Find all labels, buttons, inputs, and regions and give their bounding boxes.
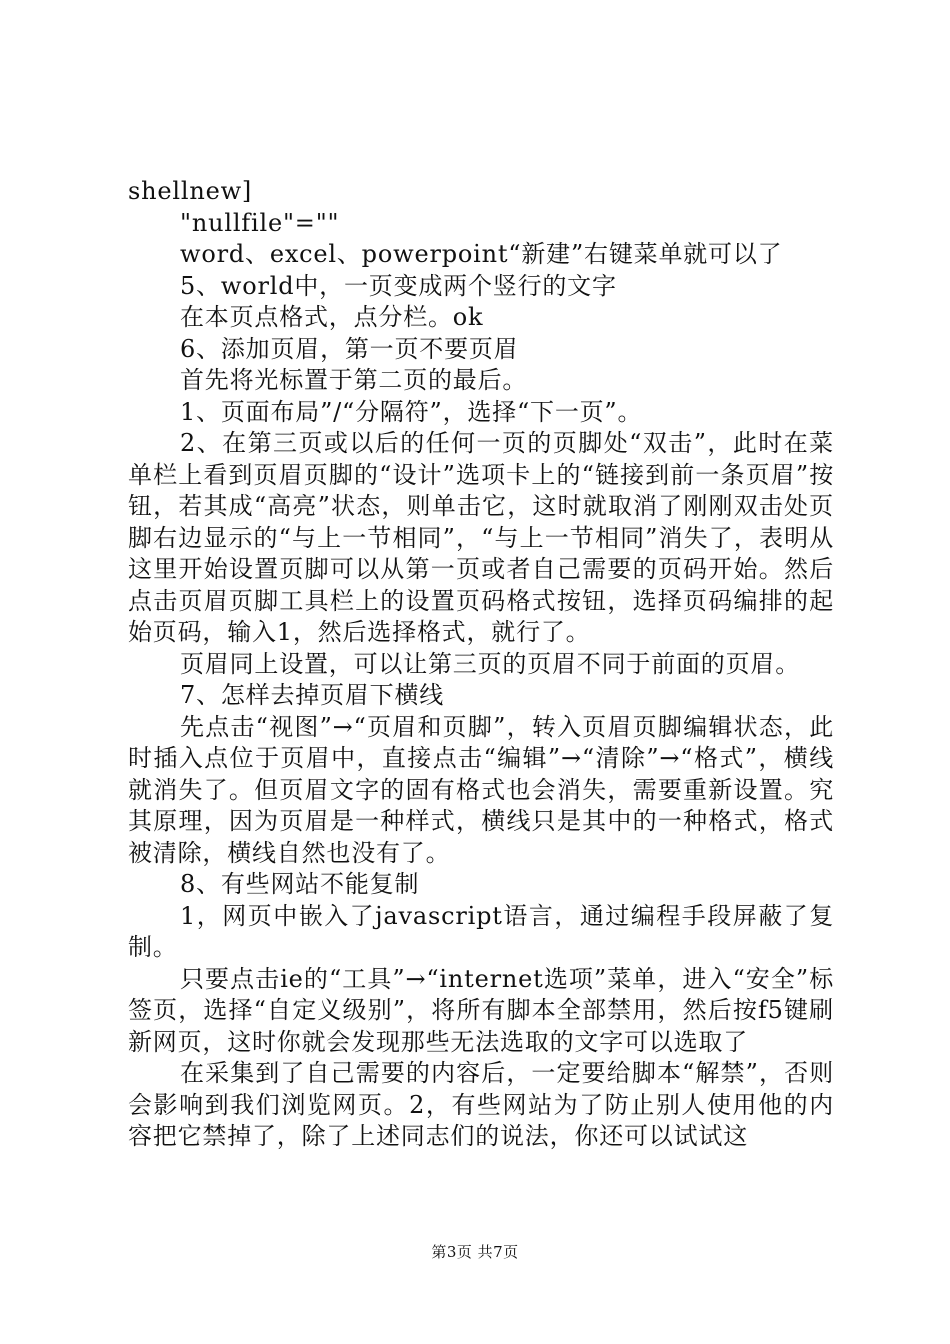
paragraph: 在本页点格式，点分栏。ok (180, 303, 484, 331)
document-body (128, 176, 834, 1153)
paragraph: word、excel、powerpoint“新建”右键菜单就可以了 (180, 240, 783, 268)
section-heading: 6、添加页眉，第一页不要页眉 (180, 334, 519, 363)
paragraph: 首先将光标置于第二页的最后。 (180, 366, 528, 394)
paragraph: 先点击“视图”→“页眉和页脚”，转入页眉页脚编辑状态，此时插入点位于页眉中，直接点击“编辑”→“清除”→“格式”，横线就消失了。但页眉文字的固有格式也会消失，需要重新设置。究其原理，因为页眉是一种样式，横线只是其中的一种格式，格式被清除，横线自然也没有了。 (128, 712, 834, 867)
paragraph: 页眉同上设置，可以让第三页的页眉不同于前面的页眉。 (180, 649, 800, 678)
paragraph: shellnew] (128, 177, 253, 205)
paragraph: 1，网页中嵌入了javascript语言，通过编程手段屏蔽了复制。 (128, 901, 834, 961)
section-heading: 8、有些网站不能复制 (180, 870, 420, 898)
paragraph: 1、页面布局”/“分隔符”，选择“下一页”。 (180, 397, 643, 426)
section-heading: 7、怎样去掉页眉下横线 (180, 681, 445, 709)
paragraph: "nullfile"="" (180, 208, 340, 237)
page-number-footer: 第3页 共7页 (431, 1243, 519, 1261)
paragraph: 2、在第三页或以后的任何一页的页脚处“双击”，此时在菜单栏上看到页眉页脚的“设计”选项卡上的“链接到前一条页眉”按钮，若其成“高亮”状态，则单击它，这时就取消了刚刚双击处页脚右边显示的“与上一节相同”，“与上一节相同”消失了，表明从这里开始设置页脚可以从第一页或者自己需要的页码开始。然后点击页眉页脚工具栏上的设置页码格式按钮，选择页码编排的起始页码，输入1，然后选择格式，就行了。 (128, 429, 834, 646)
paragraph: 只要点击ie的“工具”→“internet选项”菜单，进入“安全”标签页，选择“自定义级别”，将所有脚本全部禁用，然后按f5键刷新网页，这时你就会发现那些无法选取的文字可以选取了 (128, 964, 834, 1056)
section-heading: 5、world中，一页变成两个竖行的文字 (180, 271, 617, 300)
paragraph: 在采集到了自己需要的内容后，一定要给脚本“解禁”，否则会影响到我们浏览网页。2，有些网站为了防止别人使用他的内容把它禁掉了，除了上述同志们的说法，你还可以试试这 (128, 1059, 834, 1150)
